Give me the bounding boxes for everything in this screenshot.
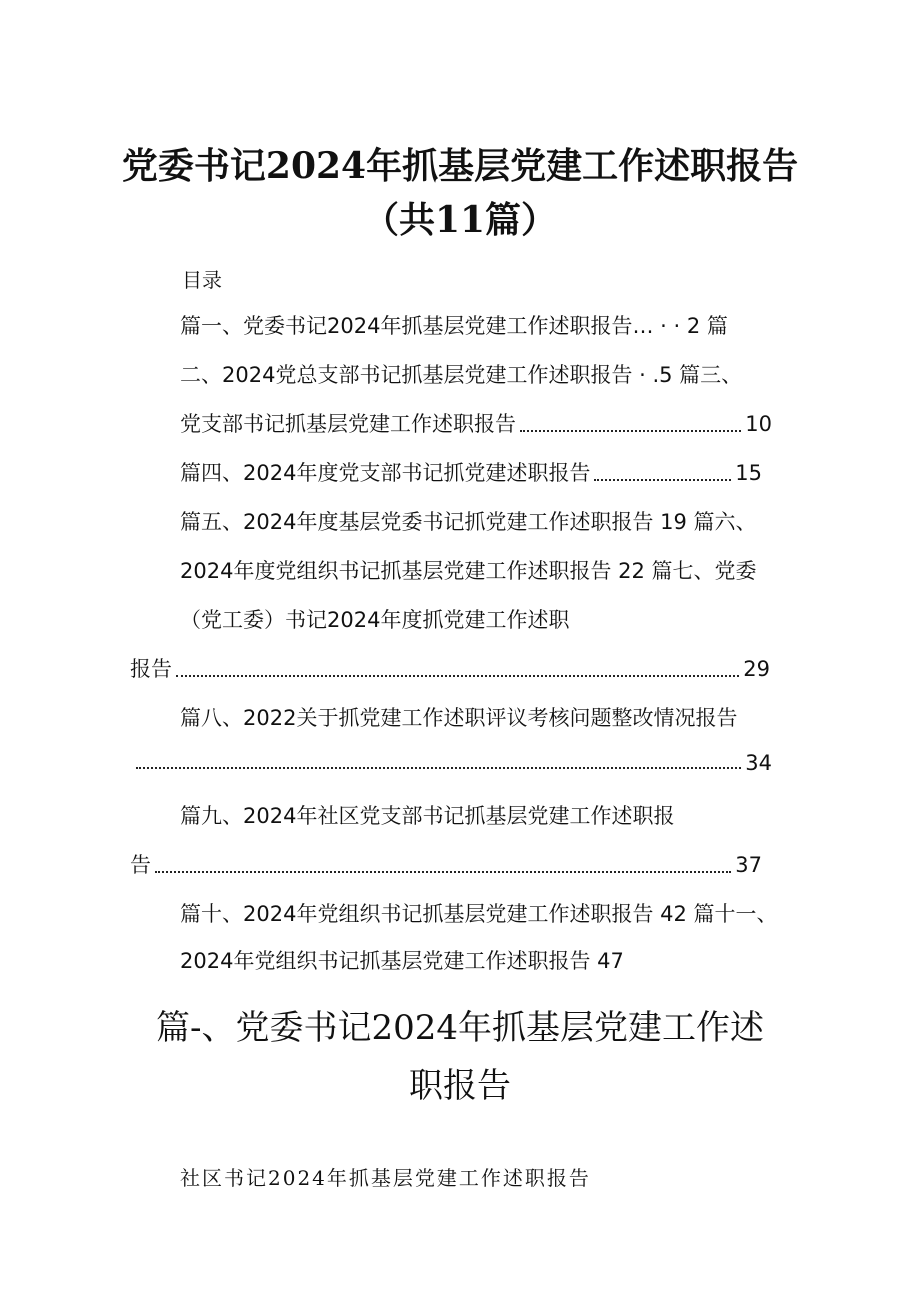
toc-line-8 <box>130 653 770 683</box>
section-title-line1: 篇-、党委书记2024年抓基层党建工作述 <box>155 1008 764 1048</box>
toc-line-1: 篇一、党委书记2024年抓基层党建工作述职报告… · · 2 篇 <box>180 314 728 338</box>
toc-line-10-page: 34 <box>745 751 772 775</box>
dot-leader <box>594 478 731 481</box>
toc-line-12 <box>130 849 762 879</box>
section-title-line2: 职报告 <box>409 1066 511 1106</box>
toc-line-14: 2024年党组织书记抓基层党建工作述职报告 47 <box>180 949 624 973</box>
dot-leader <box>155 870 731 873</box>
document-title-line2: （共11篇） <box>362 199 558 241</box>
toc-line-12-page: 37 <box>735 853 762 877</box>
dot-leader <box>136 766 741 769</box>
toc-line-3-text: 党支部书记抓基层党建工作述职报告 <box>180 412 516 436</box>
toc-line-2: 二、2024党总支部书记抓基层党建工作述职报告 · .5 篇三、 <box>180 363 743 387</box>
toc-line-3-page: 10 <box>745 412 772 436</box>
dot-leader <box>520 429 741 432</box>
toc-heading: 目录 <box>182 268 222 292</box>
toc-line-7: （党工委）书记2024年度抓党建工作述职 <box>180 608 570 632</box>
toc-line-3 <box>180 408 772 438</box>
toc-line-4 <box>180 457 762 487</box>
toc-line-13: 篇十、2024年党组织书记抓基层党建工作述职报告 42 篇十一、 <box>180 902 778 926</box>
body-paragraph: 社区书记2024年抓基层党建工作述职报告 <box>180 1166 591 1190</box>
toc-line-11: 篇九、2024年社区党支部书记抓基层党建工作述职报 <box>180 804 675 828</box>
toc-line-5: 篇五、2024年度基层党委书记抓党建工作述职报告 19 篇六、 <box>180 510 757 534</box>
toc-line-8-text: 报告 <box>130 657 172 681</box>
dot-leader <box>176 674 739 677</box>
toc-line-10 <box>132 751 772 775</box>
toc-line-4-text: 篇四、2024年度党支部书记抓党建述职报告 <box>180 461 591 485</box>
toc-line-12-text: 告 <box>130 853 151 877</box>
toc-line-8-page: 29 <box>743 657 770 681</box>
toc-line-9: 篇八、2022关于抓党建工作述职评议考核问题整改情况报告 <box>180 706 738 730</box>
toc-line-4-page: 15 <box>735 461 762 485</box>
toc-line-6: 2024年度党组织书记抓基层党建工作述职报告 22 篇七、党委 <box>180 559 757 583</box>
document-title-line1: 党委书记2024年抓基层党建工作述职报告 <box>121 145 799 187</box>
